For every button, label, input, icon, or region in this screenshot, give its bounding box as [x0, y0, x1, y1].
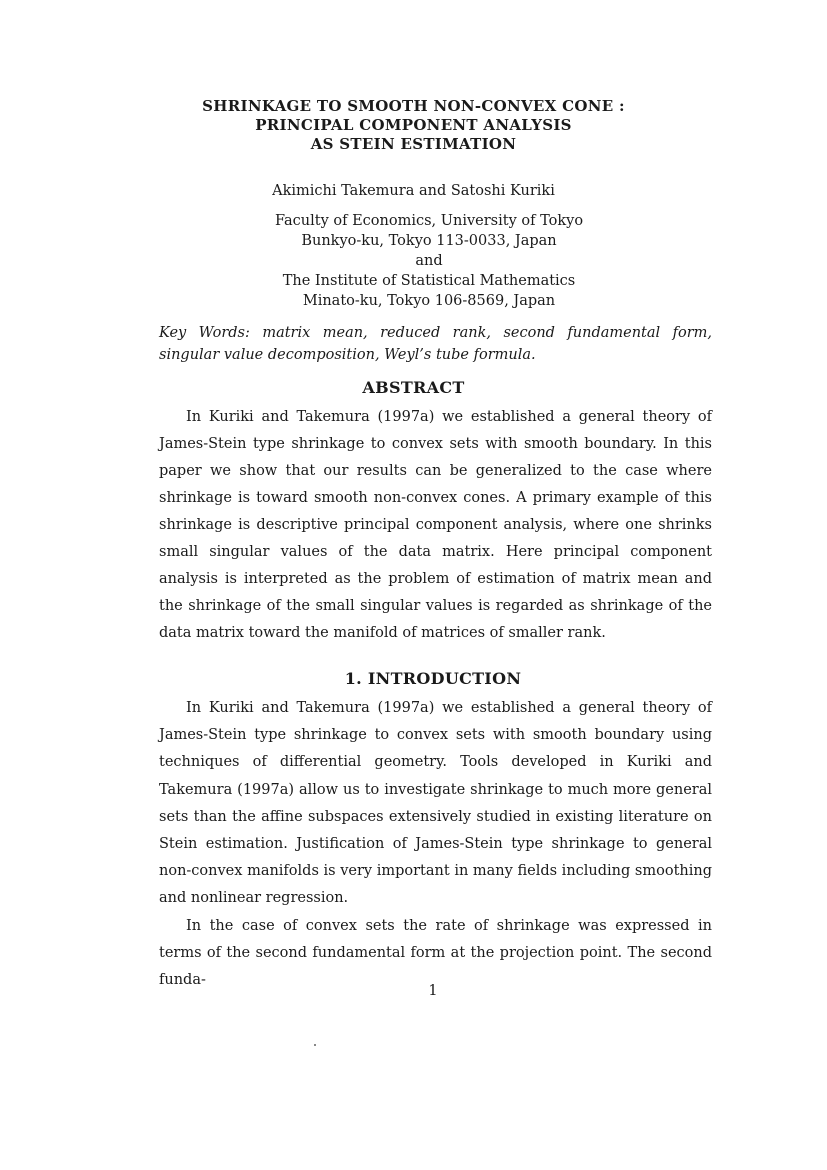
introduction-paragraph-2: In the case of convex sets the rate of shrinkage was expressed in terms of the second fundamental form at the projection point. The second funda-	[159, 917, 712, 989]
title-line-1: SHRINKAGE TO SMOOTH NON-CONVEX CONE :	[202, 97, 625, 115]
scan-speck	[314, 1044, 316, 1046]
affiliation	[0, 211, 827, 311]
affiliation-line-5: Minato-ku, Tokyo 106-8569, Japan	[302, 293, 556, 309]
abstract-heading: ABSTRACT	[362, 378, 465, 397]
affiliation-line-3: and	[415, 253, 443, 269]
affiliation-line-1: Faculty of Economics, University of Tokyo	[274, 213, 584, 229]
page-number: 1	[428, 983, 438, 999]
title-line-2: PRINCIPAL COMPONENT ANALYSIS	[255, 116, 572, 134]
abstract-text: In Kuriki and Takemura (1997a) we established a general theory of James-Stein type shrinkage to convex sets with smooth boundary. In this paper we show that our results can be generalized to the case where shrinkage is toward smooth non-convex cones. A primary example of this shrinkage is descriptive principal component analysis, where one shrinks small singular values of the data matrix. Here principal component analysis is interpreted as the problem of estimation of matrix mean and the shrinkage of the small singular values is regarded as shrinkage of the data matrix toward the manifold of matrices of smaller rank.	[159, 409, 712, 641]
affiliation-line-4: The Institute of Statistical Mathematics	[282, 273, 576, 289]
introduction-paragraph-1: In Kuriki and Takemura (1997a) we established a general theory of James-Stein type shrinkage to convex sets with smooth boundary using techniques of differential geometry. Tools developed in Kuriki and Takemura (1997a) allow us to investigate shrinkage to much more general sets than the affine subspaces extensively studied in existing literature on Stein estimation. Justification of James-Stein type shrinkage to general non-convex manifolds is very important in many fields including smoothing and nonlinear regression.	[159, 700, 712, 907]
introduction-body	[159, 695, 712, 994]
introduction-heading: 1. INTRODUCTION	[344, 669, 522, 688]
authors: Akimichi Takemura and Satoshi Kuriki	[272, 183, 555, 199]
affiliation-line-2: Bunkyo-ku, Tokyo 113-0033, Japan	[301, 233, 557, 249]
keywords: Key Words: matrix mean, reduced rank, second fundamental form, singular value decomposition, Weyl’s tube formula.	[159, 325, 712, 363]
paper-title	[0, 97, 827, 154]
title-line-3: AS STEIN ESTIMATION	[310, 135, 517, 153]
